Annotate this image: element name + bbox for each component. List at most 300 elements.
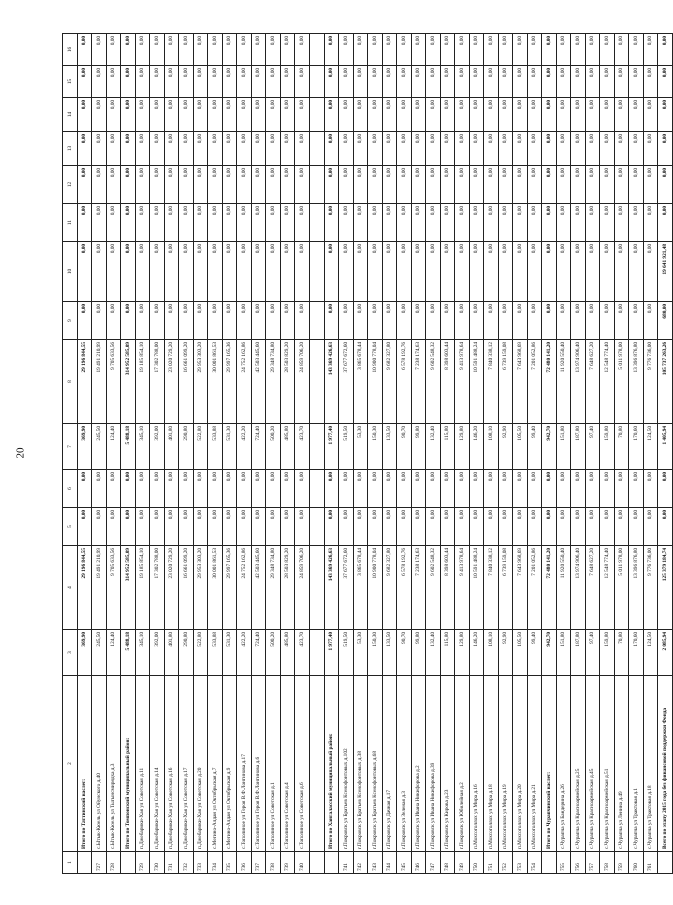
table-row bbox=[353, 34, 368, 874]
table-cell: 37 677 672,60 bbox=[339, 340, 354, 424]
table-cell: 533,88 bbox=[208, 630, 223, 676]
page-number-text: 20 bbox=[14, 447, 26, 458]
table-cell: 0,00 bbox=[266, 34, 281, 66]
table-cell: 0,00 bbox=[556, 302, 571, 340]
table-cell: 9 776 736,00 bbox=[643, 340, 658, 424]
table-cell bbox=[309, 852, 324, 874]
table-cell: 10 900 778,04 bbox=[368, 546, 383, 630]
table-cell: 724,40 bbox=[251, 630, 266, 676]
table-cell: 0,00 bbox=[600, 34, 615, 66]
table-cell: 739 bbox=[280, 852, 295, 874]
table-cell: 0,00 bbox=[295, 242, 310, 302]
table-cell: 0,00 bbox=[614, 302, 629, 340]
table-cell: 0,00 bbox=[92, 204, 107, 242]
table-cell: 0,00 bbox=[556, 34, 571, 66]
table-cell: 0,00 bbox=[455, 204, 470, 242]
column-header: 9 bbox=[63, 302, 78, 340]
table-cell: 0,00 bbox=[266, 98, 281, 132]
table-cell: 0,00 bbox=[266, 166, 281, 204]
table-cell: 10 900 778,04 bbox=[368, 340, 383, 424]
table-cell: 42 503 445,60 bbox=[251, 546, 266, 630]
table-cell: 754 bbox=[527, 852, 542, 874]
table-cell: 0,00 bbox=[455, 166, 470, 204]
table-cell bbox=[309, 132, 324, 166]
table-cell: 0,00 bbox=[527, 508, 542, 546]
table-row bbox=[208, 34, 223, 874]
table-cell: 756 bbox=[571, 852, 586, 874]
table-cell: 1 977,40 bbox=[324, 424, 339, 470]
table-cell: 0,00 bbox=[658, 132, 673, 166]
table-cell: 0,00 bbox=[382, 302, 397, 340]
table-row bbox=[397, 34, 412, 874]
table-cell: 0,00 bbox=[571, 132, 586, 166]
table-cell: 7 238 174,63 bbox=[411, 340, 426, 424]
table-cell: 0,00 bbox=[411, 66, 426, 98]
table-cell: 12 548 774,40 bbox=[600, 546, 615, 630]
address-cell: п.Джебарики-Хая ул Советская д.11 bbox=[135, 676, 150, 852]
table-row bbox=[295, 34, 310, 874]
column-header: 7 bbox=[63, 424, 78, 470]
table-cell: 0,00 bbox=[222, 166, 237, 204]
table-cell: 0,00 bbox=[368, 166, 383, 204]
address-cell: г.Покровск ул Ивана Никифорова д.2 bbox=[411, 676, 426, 852]
table-row bbox=[251, 34, 266, 874]
table-cell: 0,00 bbox=[208, 204, 223, 242]
table-cell: 0,00 bbox=[106, 242, 121, 302]
table-cell: 0,00 bbox=[92, 470, 107, 508]
table-cell: 0,00 bbox=[295, 204, 310, 242]
table-cell: 0,00 bbox=[556, 242, 571, 302]
table-cell: 0,00 bbox=[527, 66, 542, 98]
table-cell bbox=[309, 166, 324, 204]
table-cell: 531,30 bbox=[222, 424, 237, 470]
table-cell: 0,00 bbox=[193, 132, 208, 166]
table-cell: 24 859 706,20 bbox=[295, 340, 310, 424]
table-cell: 0,00 bbox=[556, 204, 571, 242]
table-row bbox=[556, 34, 571, 874]
table-cell: 0,00 bbox=[251, 98, 266, 132]
table-cell: 0,00 bbox=[440, 132, 455, 166]
address-cell: Итого по Чурапчинский наслег: bbox=[542, 676, 557, 852]
table-cell: 0,00 bbox=[150, 204, 165, 242]
table-cell: 0,00 bbox=[324, 204, 339, 242]
table-cell: 0,00 bbox=[266, 132, 281, 166]
table-cell: 187,80 bbox=[571, 424, 586, 470]
table-cell: 0,00 bbox=[324, 34, 339, 66]
table-cell: 0,00 bbox=[411, 98, 426, 132]
table-cell: 0,00 bbox=[629, 98, 644, 132]
table-cell: 0,00 bbox=[585, 302, 600, 340]
table-cell: 0,00 bbox=[295, 166, 310, 204]
table-cell: 0,00 bbox=[237, 302, 252, 340]
address-cell bbox=[309, 676, 324, 852]
table-cell: 0,00 bbox=[368, 242, 383, 302]
table-cell: 0,00 bbox=[397, 166, 412, 204]
table-cell: 0,00 bbox=[411, 132, 426, 166]
address-cell: с.Чурапча ул Красноармейская д.51 bbox=[600, 676, 615, 852]
table-cell: 0,00 bbox=[208, 166, 223, 204]
table-cell: 0,00 bbox=[571, 508, 586, 546]
table-cell: 0,00 bbox=[629, 242, 644, 302]
address-cell: п.Мохсоголлох ул Мира д.20 bbox=[513, 676, 528, 852]
table-cell bbox=[309, 630, 324, 676]
table-cell: 23 020 729,20 bbox=[164, 340, 179, 424]
table-cell: 29 196 844,55 bbox=[77, 546, 92, 630]
table-cell: 0,00 bbox=[280, 132, 295, 166]
table-cell: 53,30 bbox=[353, 424, 368, 470]
table-row bbox=[280, 34, 295, 874]
address-cell: г.Покровск ул Братьев Ксенофонтовых д.68 bbox=[368, 676, 383, 852]
table-cell: 5 488,18 bbox=[121, 630, 136, 676]
table-cell bbox=[309, 242, 324, 302]
table-cell: 146,20 bbox=[469, 630, 484, 676]
table-cell: 0,00 bbox=[426, 98, 441, 132]
table-cell: 727 bbox=[92, 852, 107, 874]
table-cell: 0,00 bbox=[513, 508, 528, 546]
table-cell: 749 bbox=[455, 852, 470, 874]
table-cell: 9 682 327,80 bbox=[382, 546, 397, 630]
table-cell: 369,90 bbox=[77, 630, 92, 676]
table-cell: 748 bbox=[440, 852, 455, 874]
table-cell: 401,80 bbox=[164, 630, 179, 676]
table-cell: 0,00 bbox=[150, 302, 165, 340]
table-cell: 0,00 bbox=[498, 302, 513, 340]
table-cell: 0,00 bbox=[542, 470, 557, 508]
address-cell: с.Тополиное ул Советская д.4 bbox=[280, 676, 295, 852]
table-cell: 0,00 bbox=[179, 98, 194, 132]
table-cell: 0,00 bbox=[368, 66, 383, 98]
column-header: 13 bbox=[63, 132, 78, 166]
table-cell: 105,50 bbox=[513, 424, 528, 470]
table-cell: 0,00 bbox=[193, 98, 208, 132]
table-cell: 13 974 906,40 bbox=[571, 340, 586, 424]
table-cell: 0,00 bbox=[469, 34, 484, 66]
table-cell: 0,00 bbox=[426, 242, 441, 302]
table-cell: 24 752 162,86 bbox=[237, 340, 252, 424]
table-cell: 0,00 bbox=[484, 204, 499, 242]
table-cell: 401,80 bbox=[164, 424, 179, 470]
table-cell: 132,40 bbox=[426, 630, 441, 676]
address-cell: г.Покровск ул Братьев Ксенофонтовых д.38 bbox=[353, 676, 368, 852]
table-cell: 170,60 bbox=[629, 630, 644, 676]
table-cell: 0,00 bbox=[251, 204, 266, 242]
table-cell: 0,00 bbox=[77, 242, 92, 302]
column-header: 1 bbox=[63, 852, 78, 874]
table-cell: 0,00 bbox=[614, 242, 629, 302]
table-cell: 0,00 bbox=[121, 34, 136, 66]
address-cell: с.Тополиное ул Советская д.6 bbox=[295, 676, 310, 852]
table-cell: 0,00 bbox=[368, 98, 383, 132]
table-cell bbox=[658, 852, 673, 874]
table-cell: 0,00 bbox=[629, 166, 644, 204]
table-cell: 0,00 bbox=[135, 98, 150, 132]
table-cell: 0,00 bbox=[484, 132, 499, 166]
table-cell: 0,00 bbox=[324, 98, 339, 132]
table-cell: 742 bbox=[353, 852, 368, 874]
table-cell: 245,50 bbox=[92, 630, 107, 676]
table-cell: 0,00 bbox=[600, 204, 615, 242]
table-cell: 0,00 bbox=[266, 302, 281, 340]
table-cell: 0,00 bbox=[208, 66, 223, 98]
table-cell: 0,00 bbox=[251, 132, 266, 166]
table-cell: 0,00 bbox=[179, 302, 194, 340]
table-cell: 0,00 bbox=[643, 166, 658, 204]
table-cell: 0,00 bbox=[542, 132, 557, 166]
table-cell: 0,00 bbox=[280, 242, 295, 302]
table-cell: 28 503 829,20 bbox=[280, 546, 295, 630]
table-cell: 0,00 bbox=[658, 470, 673, 508]
table-cell: 29 997 165,36 bbox=[222, 546, 237, 630]
table-cell: 0,00 bbox=[643, 98, 658, 132]
table-cell: 747 bbox=[426, 852, 441, 874]
table-cell: 0,00 bbox=[164, 132, 179, 166]
address-cell: с.Чурапча ул Трактовая д.18 bbox=[643, 676, 658, 852]
table-cell: 0,00 bbox=[542, 98, 557, 132]
table-cell: 0,00 bbox=[643, 66, 658, 98]
table-cell: 729 bbox=[135, 852, 150, 874]
table-cell: 0,00 bbox=[266, 242, 281, 302]
table-cell bbox=[309, 424, 324, 470]
table-row bbox=[469, 34, 484, 874]
table-cell: 0,00 bbox=[280, 302, 295, 340]
table-cell: 0,00 bbox=[121, 166, 136, 204]
table-cell: 108,10 bbox=[484, 424, 499, 470]
table-cell: 0,00 bbox=[208, 98, 223, 132]
table-cell: 0,00 bbox=[498, 132, 513, 166]
table-cell: 0,00 bbox=[339, 204, 354, 242]
table-cell: 0,00 bbox=[353, 98, 368, 132]
table-cell: 132,40 bbox=[426, 424, 441, 470]
address-cell: г.Покровск ул Юбилейная д.2 bbox=[455, 676, 470, 852]
table-cell: 0,00 bbox=[193, 302, 208, 340]
table-cell: 6 578 192,76 bbox=[397, 340, 412, 424]
table-cell: 0,00 bbox=[513, 204, 528, 242]
table-cell bbox=[121, 852, 136, 874]
address-cell: с.Ытык-Кюель ул Тыгынсмирядха д.3 bbox=[106, 676, 121, 852]
table-cell: 0,00 bbox=[571, 204, 586, 242]
table-cell: 9 682 327,80 bbox=[382, 340, 397, 424]
column-header: 3 bbox=[63, 630, 78, 676]
table-cell: 0,00 bbox=[484, 34, 499, 66]
address-cell: г.Покровск ул Зеленая д.3 bbox=[397, 676, 412, 852]
table-cell: 942,70 bbox=[542, 424, 557, 470]
table-cell: 0,00 bbox=[295, 508, 310, 546]
table-cell: 10 591 488,24 bbox=[469, 340, 484, 424]
table-cell: 0,00 bbox=[614, 132, 629, 166]
table-cell: 0,00 bbox=[498, 34, 513, 66]
table-cell: 0,00 bbox=[571, 66, 586, 98]
table-cell: 0,00 bbox=[193, 204, 208, 242]
table-cell: 519,50 bbox=[339, 424, 354, 470]
table-cell: 0,00 bbox=[382, 132, 397, 166]
table-cell: 0,00 bbox=[339, 98, 354, 132]
column-header: 6 bbox=[63, 470, 78, 508]
table-cell: 124,50 bbox=[643, 630, 658, 676]
table-cell: 3 865 678,44 bbox=[353, 340, 368, 424]
table-cell: 6 578 192,76 bbox=[397, 546, 412, 630]
table-cell: 0,00 bbox=[426, 166, 441, 204]
table-cell: 0,00 bbox=[164, 166, 179, 204]
table-cell: 0,00 bbox=[77, 34, 92, 66]
table-cell: 24 752 162,86 bbox=[237, 546, 252, 630]
table-cell bbox=[309, 302, 324, 340]
table-cell: 0,00 bbox=[513, 470, 528, 508]
table-cell: 0,00 bbox=[629, 204, 644, 242]
table-cell: 0,00 bbox=[469, 204, 484, 242]
table-cell: 0,00 bbox=[339, 166, 354, 204]
table-cell: 753 bbox=[513, 852, 528, 874]
table-cell: 0,00 bbox=[600, 242, 615, 302]
table-cell: 0,00 bbox=[382, 166, 397, 204]
table-cell: 0,00 bbox=[280, 34, 295, 66]
table-row bbox=[527, 34, 542, 874]
table-row bbox=[339, 34, 354, 874]
table-cell: 0,00 bbox=[585, 98, 600, 132]
table-cell: 0,00 bbox=[135, 302, 150, 340]
table-cell: 0,00 bbox=[222, 98, 237, 132]
table-cell: 0,00 bbox=[164, 470, 179, 508]
table-row bbox=[629, 34, 644, 874]
table-cell: 0,00 bbox=[527, 98, 542, 132]
table-cell: 0,00 bbox=[77, 132, 92, 166]
table-cell: 29 953 303,20 bbox=[193, 340, 208, 424]
table-cell: 16 661 099,20 bbox=[179, 340, 194, 424]
table-cell: 0,00 bbox=[658, 66, 673, 98]
table-cell: 0,00 bbox=[411, 34, 426, 66]
table-row bbox=[193, 34, 208, 874]
table-cell: 42 503 445,60 bbox=[251, 340, 266, 424]
table-cell: 0,00 bbox=[614, 34, 629, 66]
table-cell: 0,00 bbox=[440, 166, 455, 204]
table-cell: 0,00 bbox=[150, 66, 165, 98]
table-cell: 0,00 bbox=[92, 242, 107, 302]
address-cell: с.Чурапча ул Красноармейская д.25 bbox=[571, 676, 586, 852]
address-cell: п.Мохсоголлох ул Мира д.18 bbox=[484, 676, 499, 852]
table-cell: 0,00 bbox=[77, 302, 92, 340]
table-cell: 728 bbox=[106, 852, 121, 874]
table-cell: 9 776 736,00 bbox=[643, 546, 658, 630]
table-cell: 7 238 174,63 bbox=[411, 546, 426, 630]
table-cell: 0,00 bbox=[426, 302, 441, 340]
table-cell: 0,00 bbox=[411, 204, 426, 242]
table-cell: 7 648 627,20 bbox=[585, 546, 600, 630]
table-cell: 0,00 bbox=[193, 508, 208, 546]
table-cell bbox=[324, 852, 339, 874]
table-cell: 0,00 bbox=[92, 66, 107, 98]
table-cell: 0,00 bbox=[251, 34, 266, 66]
table-cell: 0,00 bbox=[600, 508, 615, 546]
table-cell: 0,00 bbox=[527, 470, 542, 508]
table-cell: 105 737 263,26 bbox=[658, 340, 673, 424]
table-cell: 345,10 bbox=[135, 424, 150, 470]
table-cell: 150,30 bbox=[368, 424, 383, 470]
table-cell: 187,80 bbox=[571, 630, 586, 676]
table-cell: 143 369 426,63 bbox=[324, 340, 339, 424]
table-row bbox=[614, 34, 629, 874]
table-cell: 0,00 bbox=[658, 508, 673, 546]
table-row bbox=[542, 34, 557, 874]
table-row bbox=[179, 34, 194, 874]
table-cell: 0,00 bbox=[571, 166, 586, 204]
table-cell: 159,80 bbox=[600, 630, 615, 676]
table-cell: 97,40 bbox=[585, 424, 600, 470]
table-cell: 0,00 bbox=[455, 470, 470, 508]
address-cell: п.Джебарики-Хая ул Советская д.14 bbox=[150, 676, 165, 852]
table-cell: 72 480 141,20 bbox=[542, 340, 557, 424]
table-cell: 0,00 bbox=[455, 242, 470, 302]
table-cell: 7 840 338,12 bbox=[484, 340, 499, 424]
table-cell: 0,00 bbox=[629, 302, 644, 340]
table-cell: 0,00 bbox=[280, 204, 295, 242]
table-cell: 0,00 bbox=[513, 66, 528, 98]
table-cell: 0,00 bbox=[339, 470, 354, 508]
table-cell: 19 185 854,10 bbox=[135, 340, 150, 424]
table-cell: 0,00 bbox=[426, 66, 441, 98]
table-cell: 125 379 184,74 bbox=[658, 546, 673, 630]
table-cell: 0,00 bbox=[368, 204, 383, 242]
table-cell: 29 953 303,20 bbox=[193, 546, 208, 630]
table-cell: 37 677 672,60 bbox=[339, 546, 354, 630]
table-cell: 0,00 bbox=[164, 204, 179, 242]
table-cell: 0,00 bbox=[135, 34, 150, 66]
table-cell: 9 602 548,32 bbox=[426, 340, 441, 424]
column-header: 10 bbox=[63, 242, 78, 302]
table-cell: 0,00 bbox=[484, 470, 499, 508]
table-cell: 738 bbox=[266, 852, 281, 874]
table-cell: 746 bbox=[411, 852, 426, 874]
table-cell: 0,00 bbox=[222, 508, 237, 546]
table-cell: 0,00 bbox=[411, 470, 426, 508]
table-cell: 0,00 bbox=[353, 302, 368, 340]
table-cell: 0,00 bbox=[643, 34, 658, 66]
table-cell: 0,00 bbox=[280, 66, 295, 98]
table-cell: 0,00 bbox=[658, 98, 673, 132]
table-cell: 0,00 bbox=[440, 242, 455, 302]
table-cell: 0,00 bbox=[411, 508, 426, 546]
table-cell: 0,00 bbox=[643, 470, 658, 508]
table-cell: 0,00 bbox=[106, 302, 121, 340]
table-cell: 500,20 bbox=[266, 630, 281, 676]
table-cell: 19 641 921,48 bbox=[658, 242, 673, 302]
table-cell: 0,00 bbox=[121, 242, 136, 302]
table-cell: 53,30 bbox=[353, 630, 368, 676]
table-cell: 752 bbox=[498, 852, 513, 874]
table-cell: 0,00 bbox=[397, 34, 412, 66]
table-cell: 0,00 bbox=[513, 34, 528, 66]
table-cell: 0,00 bbox=[527, 302, 542, 340]
table-cell: 0,00 bbox=[339, 508, 354, 546]
table-cell: 19 491 210,99 bbox=[92, 546, 107, 630]
table-cell: 0,00 bbox=[324, 166, 339, 204]
table-cell: 0,00 bbox=[222, 204, 237, 242]
table-cell: 30 001 861,53 bbox=[208, 340, 223, 424]
table-cell: 0,00 bbox=[426, 204, 441, 242]
table-cell: 0,00 bbox=[193, 470, 208, 508]
table-cell: 736 bbox=[237, 852, 252, 874]
table-cell: 0,00 bbox=[121, 470, 136, 508]
table-cell: 0,00 bbox=[295, 302, 310, 340]
table-cell: 0,00 bbox=[353, 34, 368, 66]
table-cell: 0,00 bbox=[339, 132, 354, 166]
table-cell: 0,00 bbox=[222, 66, 237, 98]
table-cell: 0,00 bbox=[266, 470, 281, 508]
rotated-table-sheet bbox=[62, 34, 668, 874]
table-cell: 0,00 bbox=[498, 98, 513, 132]
table-cell: 11 920 550,40 bbox=[556, 340, 571, 424]
table-cell: 0,00 bbox=[266, 66, 281, 98]
table-cell: 0,00 bbox=[556, 132, 571, 166]
table-cell: 245,50 bbox=[92, 424, 107, 470]
